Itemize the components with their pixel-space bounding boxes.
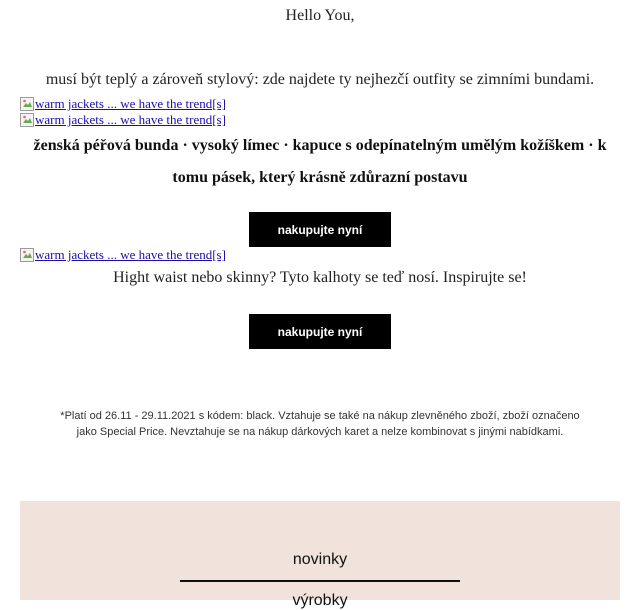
broken-image-icon	[20, 248, 34, 262]
image-alt-text: warm jackets ... we have the trend[s]	[35, 96, 226, 111]
jacket-image-link-3[interactable]	[20, 247, 226, 263]
footer-link-vyrobky[interactable]: výrobky	[292, 592, 348, 609]
footer-link-novinky[interactable]: novinky	[292, 551, 348, 568]
broken-image-icon	[20, 97, 34, 111]
intro-text: musí být teplý a zároveň stylový: zde najdete ty nejhezčí outfity se zimními bundami.	[45, 71, 595, 88]
image-alt-text: warm jackets ... we have the trend[s]	[35, 247, 226, 262]
shop-now-button-1[interactable]: nakupujte nyní	[249, 212, 391, 247]
pants-text: Hight waist nebo skinny? Tyto kalhoty se teď nosí. Inspirujte se!	[113, 269, 527, 286]
broken-image-icon	[20, 113, 34, 127]
product-description: ženská péřová bunda · vysoký límec · kapuce s odepínatelným umělým kožíškem · k tomu pásek, který krásně zdůrazní postavu	[33, 137, 607, 186]
greeting-text: Hello You,	[285, 7, 355, 24]
footer-divider	[180, 580, 460, 582]
footer-menu	[20, 501, 620, 609]
jacket-image-link-2[interactable]	[20, 112, 226, 128]
jacket-image-link-1[interactable]	[20, 96, 226, 112]
terms-text: *Platí od 26.11 - 29.11.2021 s kódem: black. Vztahuje se také na nákup zlevněného zboží, zboží označeno jako Special Price. Nevztahuje se na nákup dárkových karet a nelze kombinovat s jinými nabídkami.	[60, 410, 580, 438]
shop-now-button-2[interactable]: nakupujte nyní	[249, 314, 391, 349]
image-alt-text: warm jackets ... we have the trend[s]	[35, 112, 226, 127]
